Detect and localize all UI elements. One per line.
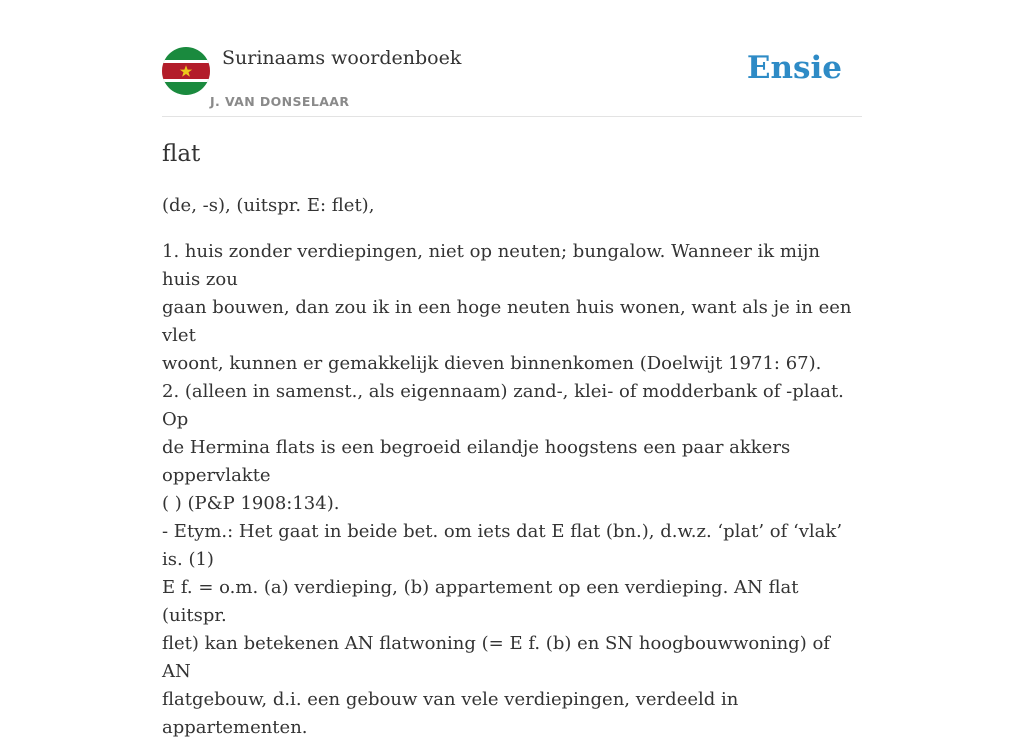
definition-line: ( ) (P&P 1908:134). (162, 493, 340, 514)
definition-line: flatgebouw, d.i. een gebouw van vele verdiepingen, verdeeld in appartementen. (162, 689, 739, 738)
ensie-logo-link[interactable]: Ensie (746, 50, 842, 86)
definition-line: gaan bouwen, dan zou ik in een hoge neuten huis wonen, want als je in een vlet (162, 297, 852, 346)
definition-line: E f. = o.m. (a) verdieping, (b) appartement op een verdieping. AN flat (uitspr. (162, 577, 799, 626)
definition-line: flet) kan betekenen AN flatwoning (= E f. (b) en SN hoogbouwwoning) of AN (162, 633, 830, 682)
entry-term: flat (162, 141, 201, 167)
definition-line: - Etym.: Het gaat in beide bet. om iets dat E flat (bn.), d.w.z. ‘plat’ of ‘vlak’ is. (1) (162, 521, 843, 570)
suriname-flag-icon (162, 47, 210, 95)
definition-line: woont, kunnen er gemakkelijk dieven binnenkomen (Doelwijt 1971: 67). (162, 353, 822, 374)
dictionary-header (162, 44, 862, 117)
dictionary-title[interactable]: Surinaams woordenboek (222, 47, 462, 69)
dictionary-author: J. VAN DONSELAAR (210, 94, 350, 109)
definition-line: de Hermina flats is een begroeid eilandje hoogstens een paar akkers oppervlakte (162, 437, 791, 486)
entry-grammar: (de, -s), (uitspr. E: flet), (162, 195, 375, 216)
entry-content (162, 138, 862, 742)
definition-line: 2. (alleen in samenst., als eigennaam) zand-, klei- of modderbank of -plaat. Op (162, 381, 844, 430)
entry-definition (162, 238, 862, 742)
definition-line: 1. huis zonder verdiepingen, niet op neuten; bungalow. Wanneer ik mijn huis zou (162, 241, 820, 290)
